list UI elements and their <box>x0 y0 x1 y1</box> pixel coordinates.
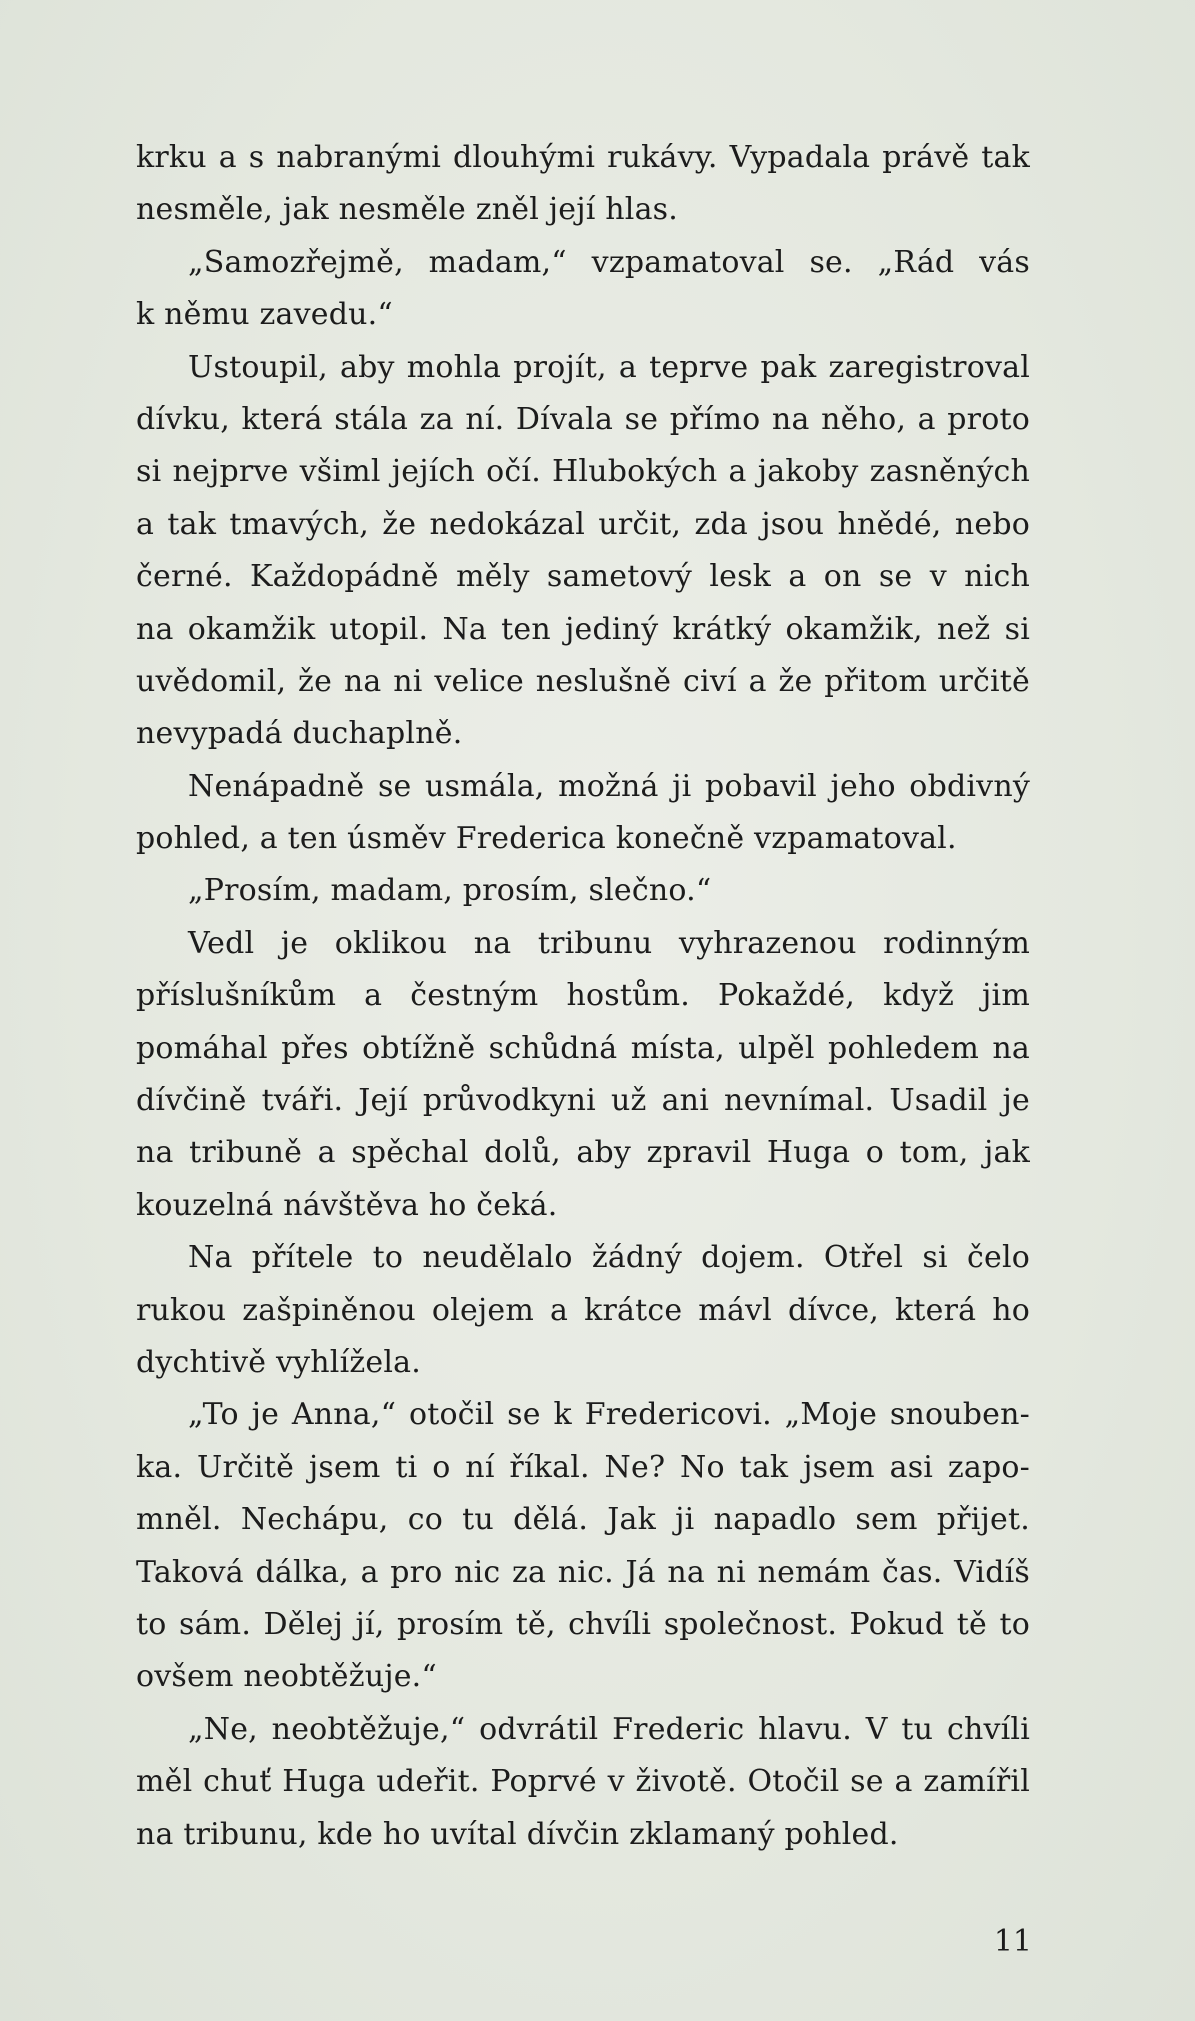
text-line: rukou zašpiněnou olejem a krátce mávl dívce, která ho <box>136 1292 1030 1328</box>
text-line: krku a s nabranými dlouhými rukávy. Vypadala právě tak <box>136 140 1030 175</box>
text-line: pohled, a ten úsměv Frederica konečně vzpamatoval. <box>136 821 957 857</box>
text-line: si nejprve všiml jejích očí. Hlubokých a jakoby zasněných <box>136 454 1030 490</box>
text-line: „Samozřejmě, madam,“ vzpamatoval se. „Rád vás <box>188 244 1030 280</box>
text-line: to sám. Dělej jí, prosím tě, chvíli společnost. Pokud tě to <box>136 1606 1030 1642</box>
text-line: k němu zavedu.“ <box>136 297 393 333</box>
text-line: Na přítele to neudělalo žádný dojem. Otřel si čelo <box>188 1240 1030 1276</box>
text-line: Ustoupil, aby mohla projít, a teprve pak zaregistroval <box>188 349 1030 385</box>
text-line: uvědomil, že na ni velice neslušně civí a že přitom určitě <box>136 663 1030 699</box>
body-text <box>136 132 1030 1861</box>
text-line: na tribunu, kde ho uvítal dívčin zklamaný pohled. <box>136 1816 899 1852</box>
text-line: na tribuně a spěchal dolů, aby zpravil Huga o tom, jak <box>136 1135 1030 1171</box>
text-line: ovšem neobtěžuje.“ <box>136 1659 437 1695</box>
text-line: dívčině tváři. Její průvodkyni už ani nevnímal. Usadil je <box>136 1083 1030 1119</box>
text-line: na okamžik utopil. Na ten jediný krátký okamžik, než si <box>136 611 1030 647</box>
text-line: dychtivě vyhlížela. <box>136 1344 421 1380</box>
text-line: „To je Anna,“ otočil se k Fredericovi. „Moje snouben- <box>188 1397 1030 1433</box>
page-number: 11 <box>993 1924 1032 1959</box>
text-line: ka. Určitě jsem ti o ní říkal. Ne? No tak jsem asi zapo- <box>136 1449 1030 1485</box>
text-line: nevypadá duchaplně. <box>136 716 463 752</box>
text-line: příslušníkům a čestným hostům. Pokaždé, když jim <box>136 978 1030 1014</box>
text-line: dívku, která stála za ní. Dívala se přímo na něho, a proto <box>136 401 1030 437</box>
text-line: Taková dálka, a pro nic za nic. Já na ni nemám čas. Vidíš <box>136 1554 1030 1590</box>
text-line: a tak tmavých, že nedokázal určit, zda jsou hnědé, nebo <box>136 506 1030 542</box>
text-line: pomáhal přes obtížně schůdná místa, ulpěl pohledem na <box>136 1030 1030 1066</box>
text-line: mněl. Nechápu, co tu dělá. Jak ji napadlo sem přijet. <box>136 1502 1030 1538</box>
text-line: kouzelná návštěva ho čeká. <box>136 1187 558 1223</box>
text-line: měl chuť Huga udeřit. Poprvé v životě. Otočil se a zamířil <box>136 1764 1030 1800</box>
text-line: Vedl je oklikou na tribunu vyhrazenou rodinným <box>188 925 1030 961</box>
text-line: černé. Každopádně měly sametový lesk a on se v nich <box>136 559 1030 595</box>
text-line: „Ne, neobtěžuje,“ odvrátil Frederic hlavu. V tu chvíli <box>188 1711 1030 1747</box>
text-line: Nenápadně se usmála, možná ji pobavil jeho obdivný <box>188 768 1030 804</box>
text-line: „Prosím, madam, prosím, slečno.“ <box>188 873 712 909</box>
text-line: nesměle, jak nesměle zněl její hlas. <box>136 192 678 228</box>
